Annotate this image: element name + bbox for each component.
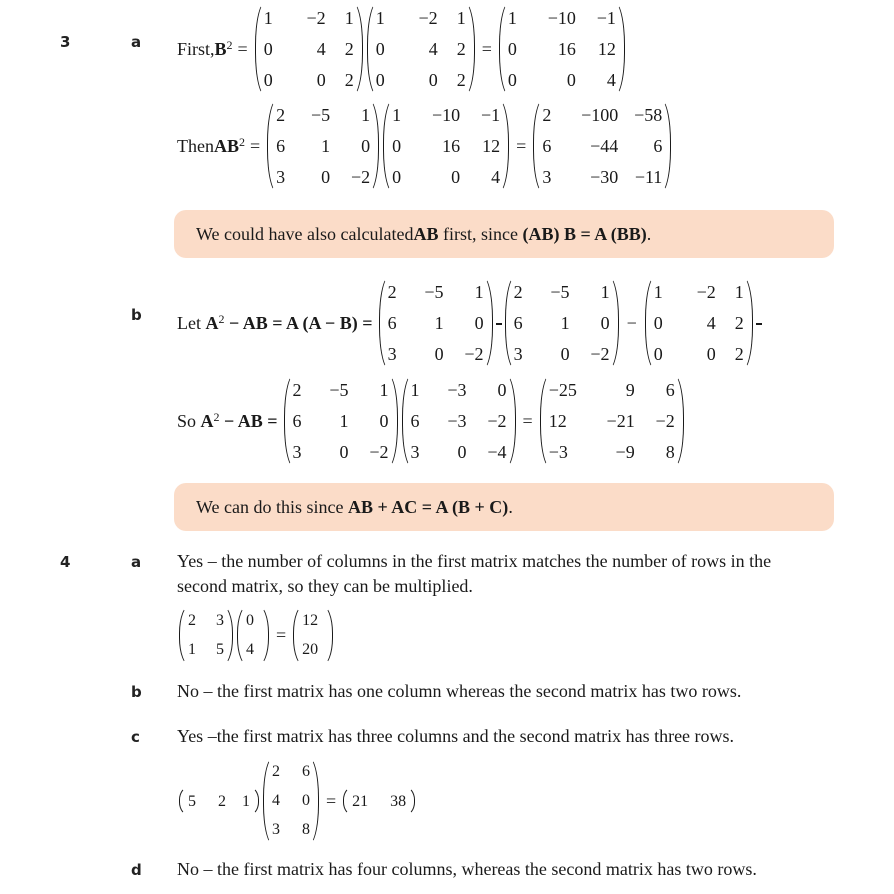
matrix-cell: 4 [272,792,280,809]
paren-right [226,605,235,666]
paren-left [177,605,186,666]
matrix-cell: 3 [542,167,552,187]
matrix [265,98,381,194]
equals-sign: = [250,135,261,156]
equation-prefix: Then [177,135,214,156]
matrix-cell: 2 [276,105,286,125]
minus-sign: − [626,312,637,333]
matrix-cell: 0 [600,313,610,333]
paren-right [262,605,271,666]
matrix-cell: 2 [542,105,552,125]
matrix-cell: 6 [410,411,420,431]
matrix-cell: 6 [513,313,523,333]
equation-4c [177,760,417,842]
note-bold: AB [413,223,439,244]
matrix-cell: −5 [311,105,331,125]
note-text: . [508,496,513,517]
matrix [177,786,261,816]
matrix-cell: 0 [392,167,402,187]
matrix-cell: 12 [597,39,616,59]
matrix-cell: 5 [188,793,196,810]
paren-right [372,98,381,194]
paren-left [265,98,274,194]
exponent: 2 [239,134,245,149]
matrix-symbol: AB [213,135,239,156]
matrix-cell: 1 [361,105,371,125]
matrix-cell: 1 [410,380,420,400]
matrix-cell: 6 [542,136,552,156]
answer-text: Yes –the first matrix has three columns and the second matrix has three rows. [177,725,735,746]
paren-left [400,373,409,469]
matrix [365,1,477,97]
matrix-cell: 3 [272,821,280,838]
matrix-cell: 0 [316,70,326,90]
matrix-symbol: A [200,410,214,431]
matrix-cell: 0 [375,70,385,90]
note-bold: (AB) B = A (BB) [522,223,647,244]
matrix-cell: 4 [606,70,616,90]
paren-right [468,1,477,97]
paren-left [261,756,270,846]
matrix-cell: 1 [339,411,349,431]
matrix-cell: 3 [410,442,420,462]
note-text: . [646,223,652,244]
matrix [282,373,400,469]
matrix-grid [652,275,746,371]
matrix-cell: 6 [387,313,397,333]
matrix-cell: 2 [188,611,196,629]
matrix-cell: −10 [547,8,576,28]
matrix-cell: −10 [432,105,461,125]
paren-left [497,1,506,97]
answer-text: No – the first matrix has four columns, whereas the second matrix has two rows. [177,858,757,879]
paren-left [253,1,262,97]
matrix-cell: 5 [216,640,224,658]
matrix-cell: 2 [387,282,397,302]
matrix-grid [512,275,612,371]
matrix-cell: 0 [497,380,507,400]
matrix-grid [186,605,226,666]
matrix-cell: −58 [634,105,663,125]
equals-sign: = [516,135,527,156]
matrix-cell: 0 [375,39,385,59]
matrix-cell: −4 [487,442,507,462]
matrix-cell: 0 [379,411,389,431]
matrix-grid [262,1,356,97]
matrix-cell: 2 [218,793,226,810]
matrix-cell: 38 [390,793,407,810]
matrix-cell: 6 [665,380,675,400]
matrix-cell: −2 [306,8,326,28]
matrix-cell: 3 [216,611,224,629]
matrix-cell: −5 [550,282,570,302]
expression: − AB = [219,410,278,431]
matrix-cell: 21 [352,793,369,810]
exponent: 2 [218,311,225,326]
matrix-cell: −2 [696,282,716,302]
equation-ab-squared [177,102,673,190]
matrix [643,275,755,371]
matrix-grid [186,786,252,816]
equals-sign: = [276,624,287,645]
matrix-cell: 1 [379,380,389,400]
equation-prefix: So [177,410,201,431]
matrix-cell: 0 [263,39,273,59]
part-label: a [131,33,142,51]
matrix [341,786,417,816]
equation-4a [177,606,335,664]
answer-text: second matrix, so they can be multiplied. [177,575,473,596]
matrix-grid [270,756,312,846]
matrix-cell: 4 [316,39,326,59]
paren-left [177,786,186,816]
matrix-cell: 1 [474,282,484,302]
matrix-cell: 2 [272,763,280,780]
equation-b-squared [177,6,627,92]
matrix-grid [547,373,677,469]
matrix-cell: 1 [560,313,570,333]
matrix [497,1,627,97]
matrix-grid [390,98,502,194]
matrix-cell: 4 [246,640,254,658]
equals-sign: = [522,410,533,431]
matrix-cell: 0 [706,344,716,364]
equals-sign: = [237,38,248,59]
matrix-cell: 3 [292,442,302,462]
paren-left [365,1,374,97]
matrix-cell: 0 [566,70,576,90]
matrix-cell: 0 [560,344,570,364]
matrix-cell: 6 [276,136,286,156]
matrix-cell: 2 [292,380,302,400]
matrix-cell: 6 [292,411,302,431]
matrix-grid [386,275,486,371]
matrix-cell: 0 [653,313,663,333]
matrix-cell: 0 [507,70,517,90]
matrix-cell: 4 [706,313,716,333]
matrix-cell: 0 [361,136,371,156]
matrix-cell: 0 [451,167,461,187]
matrix-cell: −2 [369,442,389,462]
matrix-cell: 12 [482,136,501,156]
equation-prefix: First, [177,38,215,59]
matrix-cell: 1 [734,282,744,302]
matrix [261,756,321,846]
matrix-cell: 4 [428,39,438,59]
matrix-cell: 4 [491,167,501,187]
answer-text: No – the first matrix has one column whereas the second matrix has two rows. [177,680,742,701]
matrix-cell: 1 [375,8,385,28]
equation-a-squared-minus-ab [177,278,763,368]
matrix-grid [409,373,509,469]
matrix-cell: −2 [487,411,507,431]
matrix-cell: 0 [392,136,402,156]
matrix [377,275,495,371]
matrix-cell: −3 [447,380,467,400]
note-text: We can do this since [196,496,349,517]
matrix-cell: −9 [615,442,635,462]
paren-right [612,275,621,371]
matrix [400,373,518,469]
answer-text: Yes – the number of columns in the first matrix matches the number of rows in the [177,550,772,571]
note-text: We could have also calculated [196,223,414,244]
paren-left [531,98,540,194]
matrix-cell: 1 [242,793,250,810]
paren-right [509,373,518,469]
matrix-cell: 16 [442,136,461,156]
part-label: a [131,553,142,571]
equals-sign: = [481,38,492,59]
matrix-cell: −100 [581,105,619,125]
matrix-cell: −5 [424,282,444,302]
paren-left [291,605,300,666]
paren-right [391,373,400,469]
paren-left [235,605,244,666]
matrix-cell: 0 [653,344,663,364]
matrix-cell: 3 [276,167,286,187]
matrix-cell: 6 [653,136,663,156]
matrix [381,98,511,194]
matrix-cell: 8 [302,821,310,838]
part-label: c [131,728,140,746]
matrix-cell: 3 [387,344,397,364]
matrix [291,605,335,666]
paren-right [502,98,511,194]
paren-left [341,786,350,816]
matrix-cell: 2 [344,39,354,59]
note-text: first, since [438,223,523,244]
matrix-symbol: B [214,38,227,59]
matrix [531,98,673,194]
matrix-cell: −21 [606,411,635,431]
note-box [174,210,834,258]
paren-right [312,756,321,846]
question-number: 3 [60,33,71,51]
matrix-grid [274,98,372,194]
paren-right [326,605,335,666]
paren-left [503,275,512,371]
matrix-cell: −30 [590,167,619,187]
matrix-cell: 2 [344,70,354,90]
matrix-cell: 1 [263,8,273,28]
matrix-grid [350,786,408,816]
paren-left [377,275,386,371]
matrix-cell: 16 [557,39,576,59]
equals-sign: = [326,790,337,811]
matrix-cell: 1 [653,282,663,302]
matrix-cell: 0 [246,611,254,629]
matrix-cell: 0 [321,167,331,187]
paren-right [746,275,755,371]
equation-prefix: Let [177,312,206,333]
matrix-cell: 20 [302,640,319,658]
matrix-cell: 1 [344,8,354,28]
paren-left [381,98,390,194]
matrix-cell: 8 [665,442,675,462]
paren-left [282,373,291,469]
matrix-cell: 1 [392,105,402,125]
matrix-cell: 0 [457,442,467,462]
matrix-cell: −2 [351,167,371,187]
matrix-cell: −5 [329,380,349,400]
matrix-grid [291,373,391,469]
matrix-symbol: A [205,312,219,333]
matrix-cell: −1 [481,105,501,125]
paren-right [664,98,673,194]
matrix-cell: 1 [600,282,610,302]
matrix-grid [374,1,468,97]
matrix-cell: −3 [548,442,568,462]
matrix [253,1,365,97]
matrix-cell: 2 [456,39,466,59]
matrix-cell: 2 [456,70,466,90]
matrix-cell: −2 [418,8,438,28]
matrix [235,605,271,666]
matrix-cell: 0 [302,792,310,809]
matrix-cell: −44 [590,136,619,156]
exponent: 2 [226,37,233,52]
matrix [503,275,621,371]
matrix [177,605,235,666]
matrix-cell: 2 [513,282,523,302]
matrix-cell: 6 [302,763,310,780]
part-label: d [131,861,142,879]
matrix-cell: −25 [548,380,577,400]
matrix-cell: 3 [513,344,523,364]
paren-right [677,373,686,469]
question-number: 4 [60,553,71,571]
matrix-cell: 1 [507,8,517,28]
paren-right [618,1,627,97]
matrix-cell: 12 [302,611,319,629]
matrix-cell: 1 [456,8,466,28]
matrix-cell: 2 [734,313,744,333]
equation-result [177,376,686,466]
matrix [538,373,686,469]
matrix-cell: 0 [428,70,438,90]
paren-left [643,275,652,371]
matrix-cell: −11 [634,167,663,187]
matrix-cell: 0 [474,313,484,333]
part-label: b [131,683,142,701]
matrix-cell: −2 [590,344,610,364]
matrix-grid [540,98,664,194]
matrix-grid [506,1,618,97]
matrix-cell: 1 [321,136,331,156]
matrix-cell: 9 [625,380,635,400]
matrix-cell: 1 [434,313,444,333]
paren-right [252,786,261,816]
exponent: 2 [213,409,220,424]
paren-right [486,275,495,371]
note-box [174,483,834,531]
part-label: b [131,306,142,324]
matrix-cell: 0 [263,70,273,90]
matrix-cell: −1 [596,8,616,28]
paren-left [538,373,547,469]
paren-right [408,786,417,816]
expression: − AB = A (A − B) = [224,312,373,333]
matrix-cell: 1 [188,640,196,658]
matrix-cell: 0 [507,39,517,59]
matrix-cell: −2 [464,344,484,364]
matrix-cell: 0 [434,344,444,364]
matrix-cell: −3 [447,411,467,431]
paren-right [356,1,365,97]
note-bold: AB + AC = A (B + C) [348,496,509,517]
matrix-cell: 0 [339,442,349,462]
matrix-cell: 12 [548,411,567,431]
matrix-cell: −2 [655,411,675,431]
matrix-cell: 2 [734,344,744,364]
